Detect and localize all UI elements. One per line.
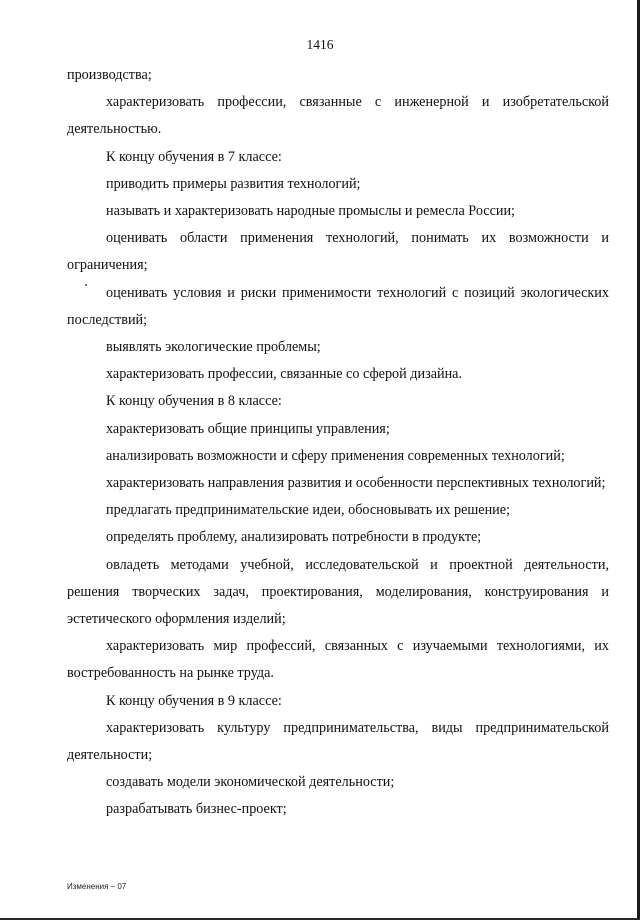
paragraph: предлагать предпринимательские идеи, обосновывать их решение; xyxy=(106,502,511,519)
footer-revision-note: Изменения – 07 xyxy=(67,882,127,891)
paragraph: называть и характеризовать народные промыслы и ремесла России; xyxy=(106,203,515,220)
paragraph: оценивать области применения технологий, понимать их возможности и ограничения; xyxy=(67,230,609,274)
paragraph: анализировать возможности и сферу применения современных технологий; xyxy=(106,447,565,464)
paragraph: производства; xyxy=(67,67,152,83)
paragraph: характеризовать общие принципы управления; xyxy=(106,420,390,437)
paragraph: характеризовать мир профессий, связанных с изучаемыми технологиями, их востребованность на рынке труда. xyxy=(67,638,609,682)
section-heading: К концу обучения в 8 классе: xyxy=(106,393,282,410)
section-heading: К концу обучения в 9 классе: xyxy=(106,692,282,709)
text-body xyxy=(67,62,609,824)
paragraph: оценивать условия и риски применимости технологий с позиций экологических последствий; xyxy=(67,284,609,328)
paragraph: характеризовать культуру предпринимательства, виды предпринимательской деятельности; xyxy=(67,719,609,764)
section-heading: К концу обучения в 7 классе: xyxy=(106,148,282,165)
paragraph: характеризовать профессии, связанные со сферой дизайна. xyxy=(106,366,463,383)
paragraph: выявлять экологические проблемы; xyxy=(106,339,321,356)
paragraph: создавать модели экономической деятельности; xyxy=(106,774,395,791)
paragraph: приводить примеры развития технологий; xyxy=(106,175,361,192)
paragraph: разрабатывать бизнес-проект; xyxy=(106,801,287,818)
scan-speck xyxy=(85,284,87,286)
paragraph: характеризовать профессии, связанные с инженерной и изобретательской деятельностью. xyxy=(67,94,609,138)
paragraph: овладеть методами учебной, исследовательской и проектной деятельности, решения творческих задач, проектирования, моделирования, конструирования и эстетического оформления изделий; xyxy=(67,556,609,628)
paragraph: характеризовать направления развития и особенности перспективных технологий; xyxy=(106,475,606,492)
page-number: 1416 xyxy=(306,37,334,52)
paragraph: определять проблему, анализировать потребности в продукте; xyxy=(106,529,482,546)
